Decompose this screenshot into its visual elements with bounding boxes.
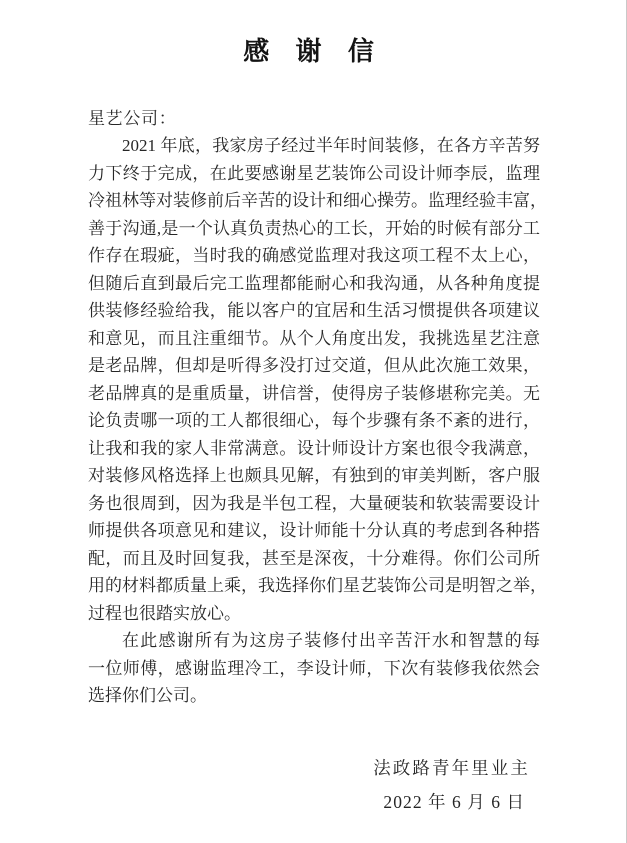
body-line: 过程也很踏实放心。 [88, 603, 241, 623]
letter-content [0, 105, 627, 816]
body-line: 师提供各项意见和建议，设计师能十分认真的考虑到各种搭 [88, 521, 540, 540]
body-line: 2021 年底，我家房子经过半年时间装修，在各方辛苦努 [122, 136, 540, 155]
body-line: 作存在瑕疵，当时我的确感觉监理对我这项工程不太上心， [88, 246, 540, 265]
body-line: 用的材料都质量上乘，我选择你们星艺装饰公司是明智之举， [88, 576, 547, 595]
body-line: 在此感谢所有为这房子装修付出辛苦汗水和智慧的每 [122, 631, 540, 650]
closing-block [88, 754, 540, 816]
body-line: 论负责哪一项的工人都很细心，每个步骤有条不紊的进行， [88, 411, 540, 430]
body-line: 善于沟通,是一个认真负责热心的工长，开始的时候有部分工 [88, 218, 540, 238]
body-line: 力下终于完成，在此要感谢星艺装饰公司设计师李辰，监理 [88, 163, 540, 183]
body-line: 对装修风格选择上也颇具见解，有独到的审美判断，客户服 [88, 466, 540, 485]
body-line: 配，而且及时回复我，甚至是深夜，十分难得。你们公司所 [88, 548, 540, 568]
body-line: 让我和我的家人非常满意。设计师设计方案也很令我满意， [88, 438, 540, 458]
body-line: 和意见，而且注重细节。从个人角度出发，我挑选星艺注意 [88, 328, 540, 348]
date-line: 2022 年 6 月 6 日 [383, 791, 525, 812]
body-line: 一位师傅，感谢监理冷工，李设计师，下次有装修我依然会 [88, 658, 540, 678]
body-line: 务也很周到，因为我是半包工程，大量硬装和软装需要设计 [88, 493, 540, 513]
body-line: 供装修经验给我，能以客户的宜居和生活习惯提供各项建议 [88, 301, 540, 320]
salutation: 星艺公司： [88, 109, 177, 128]
letter-title: 感 谢 信 [243, 37, 384, 66]
body-line: 选择你们公司。 [88, 686, 207, 705]
body-line: 但随后直到最后完工监理都能耐心和我沟通，从各种角度提 [88, 273, 540, 293]
body-line: 是老品牌，但却是听得多没打过交道，但从此次施工效果， [88, 356, 540, 375]
paragraph [88, 627, 540, 710]
body-line: 冷祖林等对装修前后辛苦的设计和细心操劳。监理经验丰富， [88, 191, 547, 210]
paragraph [88, 132, 547, 627]
body-paragraphs [88, 132, 547, 710]
body-line: 老品牌真的是重质量，讲信誉，使得房子装修堪称完美。无 [88, 383, 540, 403]
signature: 法政路青年里业主 [373, 757, 530, 778]
